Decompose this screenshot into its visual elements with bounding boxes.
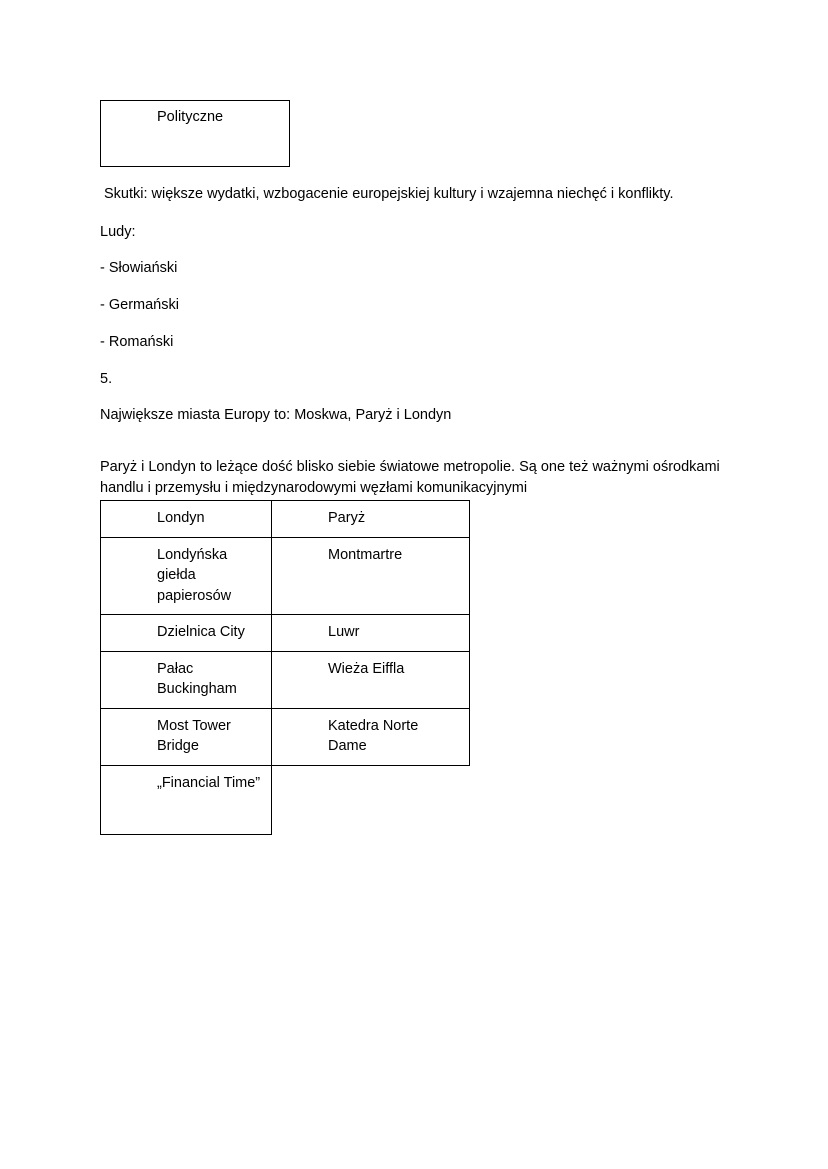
ludy-item-slavic: - Słowiański bbox=[100, 260, 178, 276]
political-box bbox=[100, 100, 290, 167]
cell-london: Londyńska giełda papierosów bbox=[157, 546, 232, 604]
table-cell bbox=[272, 651, 470, 708]
ludy-item-germanic: - Germański bbox=[100, 297, 179, 313]
cities-table bbox=[100, 500, 470, 835]
table-cell bbox=[101, 615, 272, 652]
cell-paris: Wieża Eiffla bbox=[328, 660, 405, 677]
header-london: Londyn bbox=[157, 510, 205, 526]
metropolis-paragraph: Paryż i Londyn to leżące dość blisko siebie światowe metropolie. Są one też ważnymi ośrodkami handlu i przemysłu i międzynarodowymi węzłami komunikacyjnymi bbox=[100, 458, 720, 496]
box-label: Polityczne bbox=[157, 109, 224, 125]
cell-paris: Montmartre bbox=[328, 546, 403, 563]
table-cell bbox=[272, 615, 470, 652]
table-row bbox=[101, 537, 470, 615]
table-header-row bbox=[101, 501, 470, 538]
table-row bbox=[101, 708, 470, 765]
cell-london: „Financial Time” bbox=[157, 774, 261, 791]
table-row bbox=[101, 615, 470, 652]
section-number: 5. bbox=[100, 371, 113, 387]
largest-cities-text: Największe miasta Europy to: Moskwa, Paryż i Londyn bbox=[100, 407, 452, 423]
table-cell bbox=[101, 651, 272, 708]
table-cell bbox=[101, 537, 272, 615]
table-cell bbox=[101, 708, 272, 765]
table-row bbox=[101, 651, 470, 708]
skutki-text: Skutki: większe wydatki, wzbogacenie europejskiej kultury i wzajemna niechęć i konflikty. bbox=[104, 186, 674, 202]
table-row bbox=[101, 765, 470, 834]
cell-london: Dzielnica City bbox=[157, 624, 245, 640]
table-cell bbox=[101, 765, 272, 834]
ludy-item-romance: - Romański bbox=[100, 334, 174, 350]
table-cell-empty bbox=[272, 765, 470, 834]
header-paris: Paryż bbox=[328, 510, 366, 526]
table-cell bbox=[272, 708, 470, 765]
table-cell bbox=[272, 537, 470, 615]
ludy-heading: Ludy: bbox=[100, 224, 136, 240]
table-header-cell bbox=[101, 501, 272, 538]
cell-paris: Katedra Norte Dame bbox=[328, 717, 419, 754]
cell-paris: Luwr bbox=[328, 624, 360, 640]
cell-london: Most Tower Bridge bbox=[157, 717, 231, 754]
table-header-cell bbox=[272, 501, 470, 538]
cell-london: Pałac Buckingham bbox=[157, 660, 237, 697]
